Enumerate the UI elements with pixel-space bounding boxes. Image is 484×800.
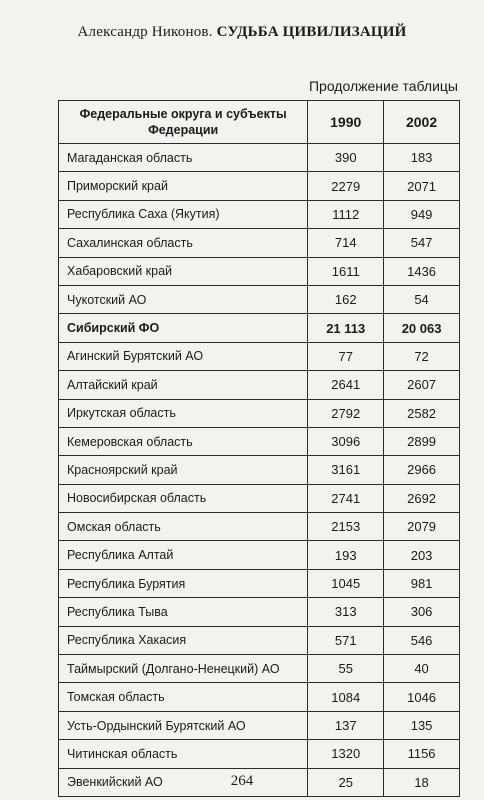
region-name-cell: Сибирский ФО bbox=[59, 314, 308, 342]
value-2002-cell: 2899 bbox=[384, 427, 460, 455]
value-1990-cell: 25 bbox=[308, 768, 384, 796]
value-2002-cell: 547 bbox=[384, 229, 460, 257]
table-row bbox=[59, 711, 460, 739]
table-row bbox=[59, 484, 460, 512]
table-row bbox=[59, 342, 460, 370]
value-2002-cell: 72 bbox=[384, 342, 460, 370]
table-row bbox=[59, 655, 460, 683]
value-2002-cell: 20 063 bbox=[384, 314, 460, 342]
value-2002-cell: 2692 bbox=[384, 484, 460, 512]
table-row bbox=[59, 427, 460, 455]
value-2002-cell: 135 bbox=[384, 711, 460, 739]
table-header-row bbox=[59, 101, 460, 144]
region-name-cell: Республика Алтай bbox=[59, 541, 308, 569]
table-row bbox=[59, 683, 460, 711]
value-2002-cell: 306 bbox=[384, 598, 460, 626]
table-row bbox=[59, 740, 460, 768]
value-1990-cell: 1611 bbox=[308, 257, 384, 285]
region-name-cell: Новосибирская область bbox=[59, 484, 308, 512]
region-name-cell: Алтайский край bbox=[59, 371, 308, 399]
author-name: Александр Никонов. bbox=[77, 24, 213, 40]
region-name-cell: Чукотский АО bbox=[59, 285, 308, 313]
continuation-label: Продолжение таблицы bbox=[308, 78, 458, 94]
region-name-cell: Приморский край bbox=[59, 172, 308, 200]
value-2002-cell: 18 bbox=[384, 768, 460, 796]
value-2002-cell: 1436 bbox=[384, 257, 460, 285]
value-2002-cell: 949 bbox=[384, 200, 460, 228]
column-header-1990: 1990 bbox=[308, 101, 384, 144]
table-row bbox=[59, 371, 460, 399]
value-2002-cell: 40 bbox=[384, 655, 460, 683]
region-name-cell: Сахалинская область bbox=[59, 229, 308, 257]
value-2002-cell: 2071 bbox=[384, 172, 460, 200]
value-2002-cell: 1156 bbox=[384, 740, 460, 768]
region-name-cell: Иркутская область bbox=[59, 399, 308, 427]
region-name-cell: Томская область bbox=[59, 683, 308, 711]
value-1990-cell: 2279 bbox=[308, 172, 384, 200]
table-row bbox=[59, 200, 460, 228]
table-row bbox=[59, 626, 460, 654]
population-table bbox=[58, 100, 460, 797]
value-2002-cell: 546 bbox=[384, 626, 460, 654]
value-2002-cell: 203 bbox=[384, 541, 460, 569]
table-body bbox=[59, 144, 460, 797]
value-1990-cell: 193 bbox=[308, 541, 384, 569]
value-1990-cell: 2153 bbox=[308, 513, 384, 541]
value-1990-cell: 55 bbox=[308, 655, 384, 683]
page-number: 264 bbox=[230, 773, 254, 789]
value-2002-cell: 2079 bbox=[384, 513, 460, 541]
region-name-cell: Республика Хакасия bbox=[59, 626, 308, 654]
column-header-region: Федеральные округа и субъекты Федерации bbox=[59, 101, 308, 144]
value-1990-cell: 1084 bbox=[308, 683, 384, 711]
table-row bbox=[59, 541, 460, 569]
region-name-cell: Красноярский край bbox=[59, 456, 308, 484]
region-name-cell: Омская область bbox=[59, 513, 308, 541]
table-row bbox=[59, 285, 460, 313]
table-row bbox=[59, 229, 460, 257]
value-1990-cell: 714 bbox=[308, 229, 384, 257]
value-1990-cell: 137 bbox=[308, 711, 384, 739]
table-row bbox=[59, 399, 460, 427]
table-row bbox=[59, 144, 460, 172]
table-row bbox=[59, 456, 460, 484]
value-1990-cell: 2741 bbox=[308, 484, 384, 512]
region-name-cell: Республика Саха (Якутия) bbox=[59, 200, 308, 228]
value-1990-cell: 2641 bbox=[308, 371, 384, 399]
value-2002-cell: 2607 bbox=[384, 371, 460, 399]
table-row bbox=[59, 598, 460, 626]
value-2002-cell: 183 bbox=[384, 144, 460, 172]
table-row bbox=[59, 513, 460, 541]
value-1990-cell: 77 bbox=[308, 342, 384, 370]
value-1990-cell: 1112 bbox=[308, 200, 384, 228]
value-1990-cell: 2792 bbox=[308, 399, 384, 427]
value-1990-cell: 3096 bbox=[308, 427, 384, 455]
value-2002-cell: 1046 bbox=[384, 683, 460, 711]
table-row bbox=[59, 257, 460, 285]
value-2002-cell: 981 bbox=[384, 569, 460, 597]
region-name-cell: Республика Тыва bbox=[59, 598, 308, 626]
region-name-cell: Читинская область bbox=[59, 740, 308, 768]
value-1990-cell: 162 bbox=[308, 285, 384, 313]
region-name-cell: Кемеровская область bbox=[59, 427, 308, 455]
value-2002-cell: 2966 bbox=[384, 456, 460, 484]
running-head bbox=[0, 24, 484, 41]
value-1990-cell: 1045 bbox=[308, 569, 384, 597]
region-name-cell: Республика Бурятия bbox=[59, 569, 308, 597]
table-row bbox=[59, 172, 460, 200]
book-title: СУДЬБА ЦИВИЛИЗАЦИЙ bbox=[216, 24, 407, 40]
region-name-cell: Усть-Ордынский Бурятский АО bbox=[59, 711, 308, 739]
table-row bbox=[59, 314, 460, 342]
value-1990-cell: 390 bbox=[308, 144, 384, 172]
value-2002-cell: 54 bbox=[384, 285, 460, 313]
region-name-cell: Таймырский (Долгано-Ненецкий) АО bbox=[59, 655, 308, 683]
value-1990-cell: 21 113 bbox=[308, 314, 384, 342]
value-1990-cell: 571 bbox=[308, 626, 384, 654]
value-1990-cell: 313 bbox=[308, 598, 384, 626]
region-name-cell: Магаданская область bbox=[59, 144, 308, 172]
value-1990-cell: 1320 bbox=[308, 740, 384, 768]
value-2002-cell: 2582 bbox=[384, 399, 460, 427]
table-row bbox=[59, 569, 460, 597]
region-name-cell: Агинский Бурятский АО bbox=[59, 342, 308, 370]
column-header-2002: 2002 bbox=[384, 101, 460, 144]
value-1990-cell: 3161 bbox=[308, 456, 384, 484]
region-name-cell: Хабаровский край bbox=[59, 257, 308, 285]
region-name-cell: Эвенкийский АО bbox=[59, 768, 308, 796]
